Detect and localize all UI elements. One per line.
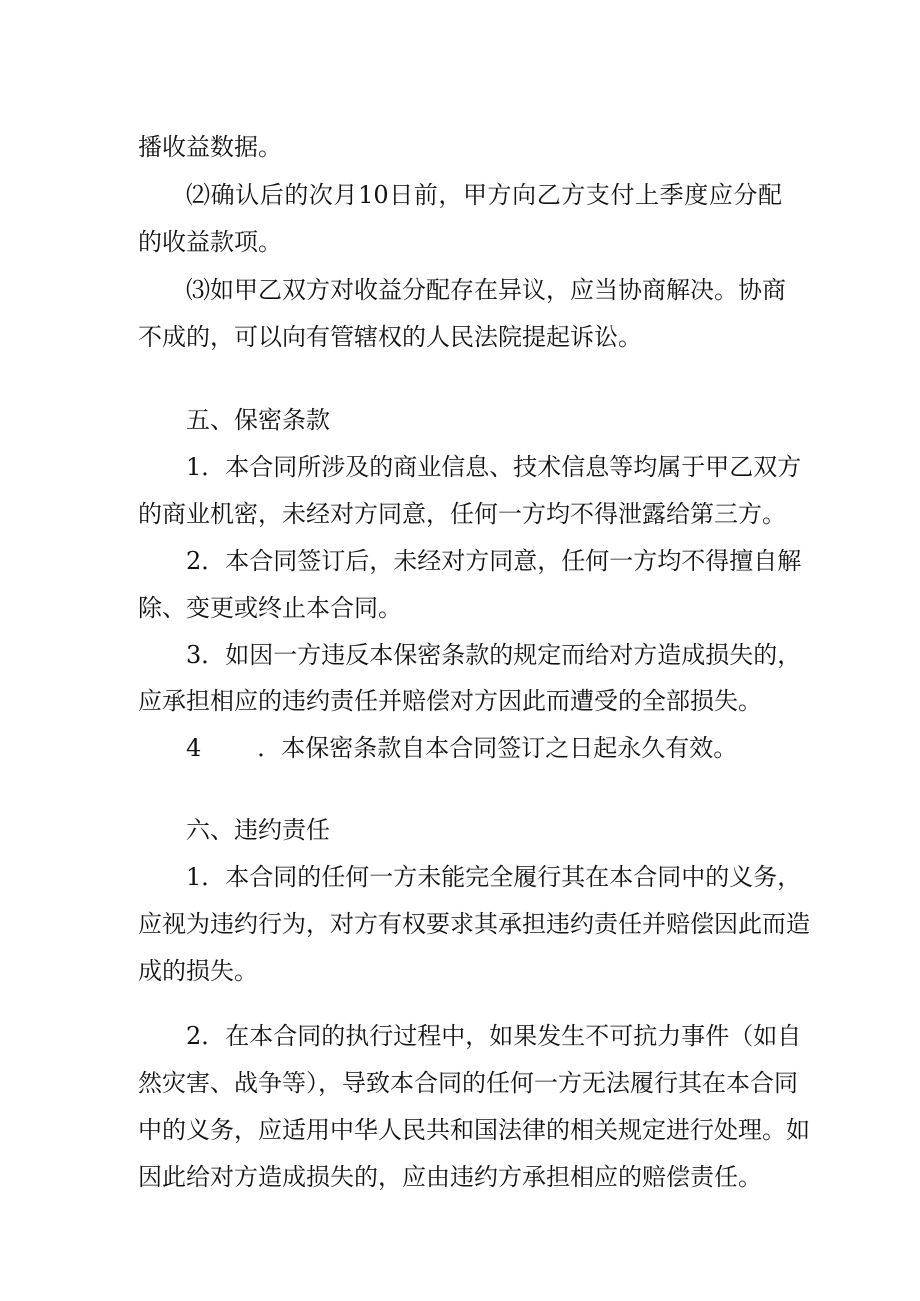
paragraph-line: 3．如因一方违反本保密条款的规定而给对方造成损失的， [186,641,802,669]
paragraph-line: 1．本合同的任何一方未能完全履行其在本合同中的义务， [186,863,802,891]
item-text: ．本保密条款自本合同签订之日起永久有效。 [257,734,738,762]
section-heading: 五、保密条款 [186,406,330,434]
paragraph-line: 的商业机密，未经对方同意，任何一方均不得泄露给第三方。 [138,500,786,528]
paragraph-line: 然灾害、战争等），导致本合同的任何一方无法履行其在本合同 [138,1069,798,1097]
paragraph-line: 成的损失。 [138,957,258,985]
paragraph-line [186,733,737,763]
paragraph-line: 应承担相应的违约责任并赔偿对方因此而遭受的全部损失。 [138,687,762,715]
paragraph-line: 2．本合同签订后，未经对方同意，任何一方均不得擅自解 [186,547,802,575]
paragraph-line: 2．在本合同的执行过程中，如果发生不可抗力事件（如自 [186,1022,802,1050]
paragraph-line: 除、变更或终止本合同。 [138,594,402,622]
paragraph-line: ⑶如甲乙双方对收益分配存在异议，应当协商解决。协商 [186,276,786,304]
paragraph-line: 中的义务，应适用中华人民共和国法律的相关规定进行处理。如 [138,1116,810,1144]
paragraph-line: 应视为违约行为，对方有权要求其承担违约责任并赔偿因此而造 [138,910,810,938]
paragraph-line: 播收益数据。 [138,133,282,161]
paragraph-line: ⑵确认后的次月10日前，甲方向乙方支付上季度应分配 [186,181,782,209]
paragraph-line: 1．本合同所涉及的商业信息、技术信息等均属于甲乙双方 [186,453,802,481]
section-heading: 六、违约责任 [186,816,330,844]
paragraph-line: 因此给对方造成损失的，应由违约方承担相应的赔偿责任。 [138,1163,762,1191]
paragraph-line: 不成的，可以向有管辖权的人民法院提起诉讼。 [138,323,642,351]
paragraph-line: 的收益款项。 [138,228,282,256]
item-number: 4 [186,734,202,762]
